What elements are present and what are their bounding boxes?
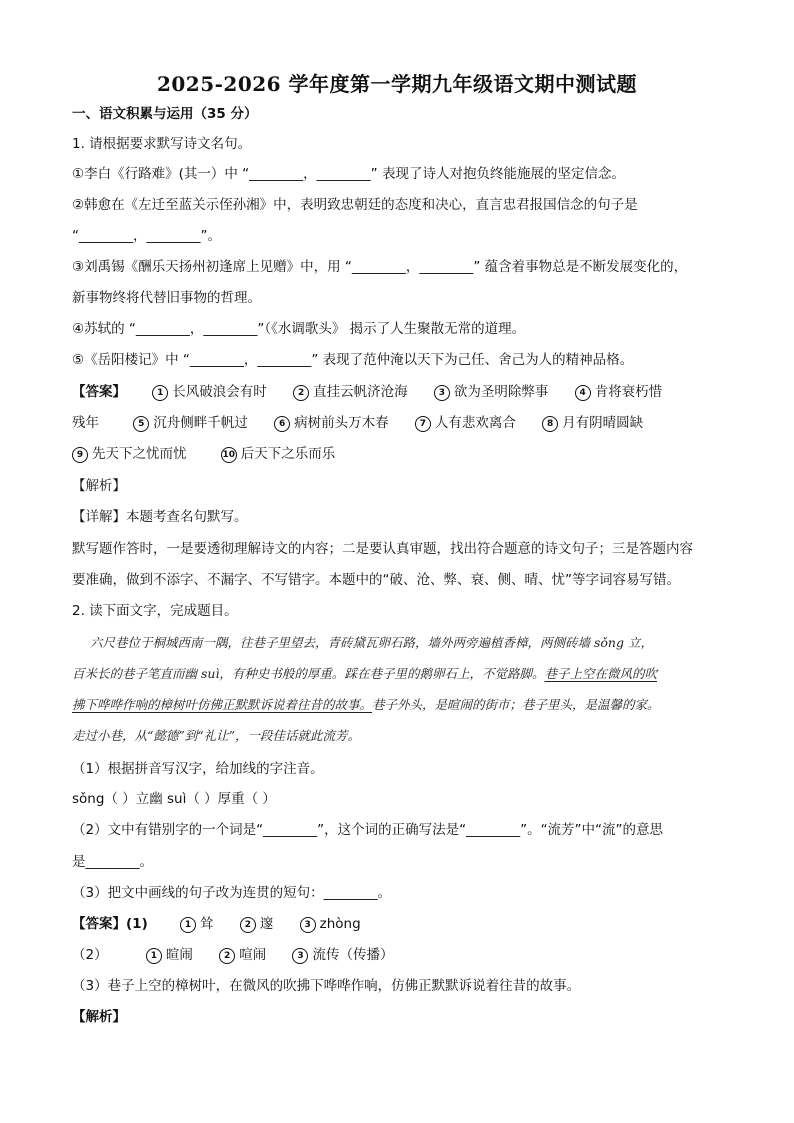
q2-answer-3: zhòng [319, 916, 361, 932]
answer-10: 后天下之乐而乐 [240, 446, 336, 462]
answer-4: 肯将衰朽惜 [594, 384, 663, 400]
num-1-icon: 1 [152, 385, 168, 401]
passage-line-4: 走过小巷，从“懿德”到“礼让”，一段佳话就此流芳。 [72, 728, 361, 743]
num-2-icon: 2 [293, 385, 309, 401]
q2-answer-tag: 【答案】(1) [72, 916, 148, 932]
num-8-icon: 8 [542, 416, 558, 432]
q1-answers-row-3 [72, 445, 732, 463]
q2-prompt: 2. 读下面文字，完成题目。 [72, 603, 238, 619]
q1-line-7: ⑤《岳阳楼记》中 “________，________” 表现了范仲淹以天下为己任、舍己为人的精神品格。 [72, 352, 634, 368]
answer-6: 病树前头万木春 [294, 415, 389, 431]
q1-answers-row-1 [72, 383, 732, 401]
num-4-icon: 4 [575, 385, 591, 401]
page-title: 2025-2026 学年度第一学期九年级语文期中测试题 [156, 72, 638, 96]
underlined-sentence-part-2: 拂下哗哗作响的樟树叶仿佛正默默诉说着往昔的故事。 [72, 697, 373, 712]
passage-line-1: 六尺巷位于桐城西南一隅，往巷子里望去，青砖黛瓦卵石路，墙外两旁遍植香樟，两侧砖墙 sǒng 立， [90, 635, 653, 650]
num-9-icon: 9 [72, 447, 88, 463]
answer-1: 长风破浪会有时 [172, 384, 267, 400]
q1-line-2: ②韩愈在《左迁至蓝关示侄孙湘》中，表明致忠朝廷的态度和决心，直言忠君报国信念的句子是 [72, 197, 638, 213]
num-10-icon: 10 [221, 447, 237, 463]
q2-answers-row-2 [72, 946, 732, 964]
q1-detail: 【详解】本题考查名句默写。 [72, 509, 248, 525]
q2-answer-2: 邃 [259, 916, 274, 932]
answer-7: 人有悲欢离合 [434, 415, 516, 431]
q1-prompt: 1. 请根据要求默写诗文名句。 [72, 136, 252, 152]
answer-tag: 【答案】 [72, 384, 126, 400]
q2-sub-2-cont: 是________。 [72, 854, 153, 870]
q2-answer-1: 耸 [200, 916, 214, 932]
q2-sub-3: （3）把文中画线的句子改为连贯的短句：________。 [72, 885, 392, 901]
num-6-icon: 6 [274, 416, 290, 432]
passage-line-3 [72, 696, 732, 714]
q1-line-1: ①李白《行路难》(其一）中 “________，________” 表现了诗人对抱负终能施展的坚定信念。 [72, 166, 625, 182]
answer-3: 欲为圣明除弊事 [453, 384, 549, 400]
q1-line-6: ④苏轼的 “________，________”（《水调歌头》 揭示了人生聚散无常的道理。 [72, 321, 526, 337]
num-2-icon: 2 [240, 917, 256, 933]
q1-answers-row-2 [72, 414, 732, 432]
num-7-icon: 7 [415, 416, 431, 432]
q2-sub-1: （1）根据拼音写汉字，给加线的字注音。 [72, 761, 324, 777]
q1-detail-line-1: 默写题作答时，一是要透彻理解诗文的内容；二是要认真审题，找出符合题意的诗文句子；三是答题内容 [72, 541, 693, 557]
q1-detail-line-2: 要准确，做到不添字、不漏字、不写错字。本题中的“破、沧、弊、衰、侧、晴、忧”等字词容易写错。 [72, 572, 680, 588]
answer-9: 先天下之忧而忧 [92, 446, 187, 462]
num-2-icon: 2 [219, 948, 235, 964]
passage-line-2-text: 百米长的巷子笔直而幽 suì，有种史书般的厚重。踩在巷子里的鹅卵石上，不觉路脚。 [72, 666, 545, 681]
q2-answer-2-tag: （2） [72, 947, 108, 963]
underlined-sentence-part-1: 巷子上空在微风的吹 [544, 666, 657, 681]
q2-answers-row-1 [72, 915, 732, 933]
q1-line-3: “________，________”。 [72, 228, 221, 244]
q1-line-4: ③刘禹锡《酬乐天扬州初逢席上见赠》中，用 “________，________” 蕴含着事物总是不断发展变化的， [72, 259, 688, 275]
section-heading: 一、语文积累与运用（35 分） [72, 106, 258, 122]
num-3-icon: 3 [292, 948, 308, 964]
passage-line-2 [72, 665, 732, 683]
q2-answer-2-1: 暄闹 [165, 947, 193, 963]
passage-line-3-text: 巷子外头，是暄闹的街市；巷子里头，是温馨的家。 [372, 697, 660, 712]
answer-8: 月有阴晴圆缺 [562, 415, 644, 431]
answer-4-cont: 残年 [72, 415, 99, 431]
answer-5: 沉舟侧畔千帆过 [153, 415, 248, 431]
q2-sub-2: （2）文中有错别字的一个词是“________”，这个词的正确写法是“________”。“流芳”中“流”的意思 [72, 822, 664, 838]
q1-line-5: 新事物终将代替旧事物的哲理。 [72, 290, 261, 306]
q2-answer-3: （3）巷子上空的樟树叶，在微风的吹拂下哗哗作响，仿佛正默默诉说着往昔的故事。 [72, 978, 581, 994]
q2-analysis-tag: 【解析】 [72, 1009, 126, 1025]
q2-answer-2-3: 流传（传播） [312, 947, 394, 963]
num-3-icon: 3 [300, 917, 316, 933]
answer-2: 直挂云帆济沧海 [313, 384, 408, 400]
q2-sub-1-blanks: sǒng（ ）立幽 suì（ ）厚重（ ） [72, 791, 276, 807]
q1-analysis-tag: 【解析】 [72, 478, 126, 494]
num-1-icon: 1 [146, 948, 162, 964]
num-1-icon: 1 [180, 917, 196, 933]
q2-answer-2-2: 喧闹 [239, 947, 267, 963]
num-3-icon: 3 [434, 385, 450, 401]
num-5-icon: 5 [133, 416, 149, 432]
